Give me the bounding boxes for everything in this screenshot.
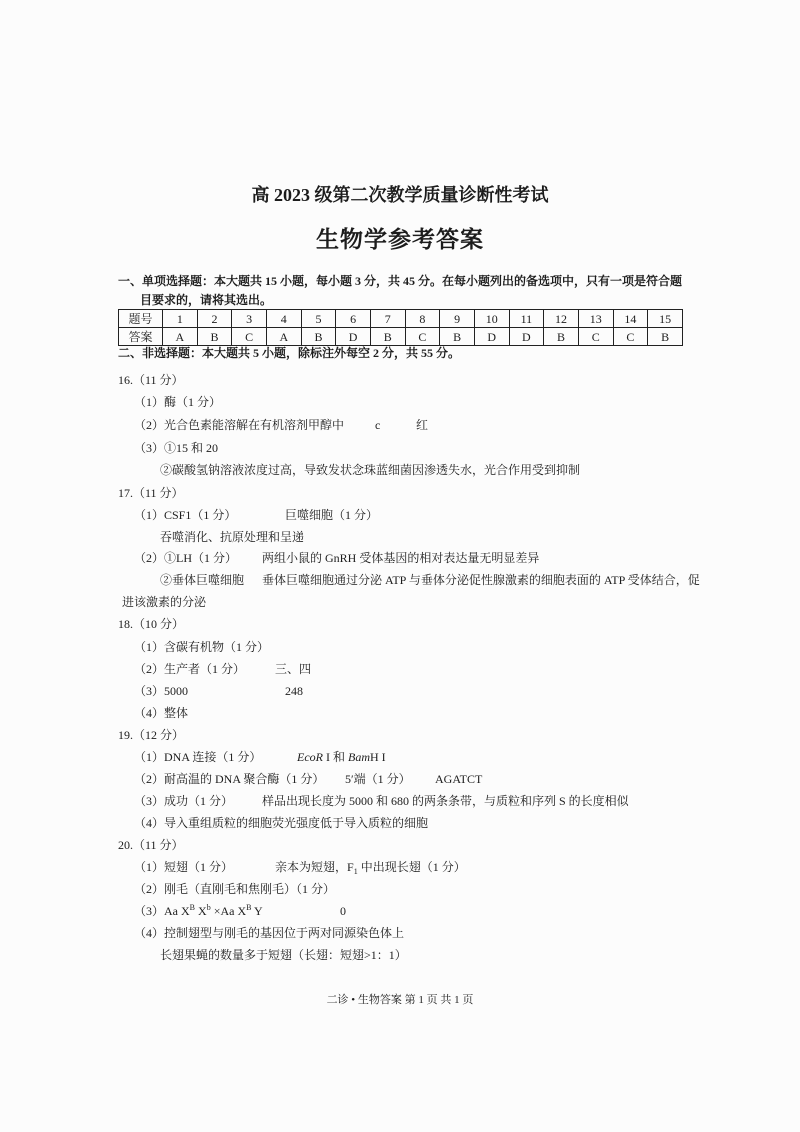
enzyme-name-bam: Bam — [348, 750, 370, 764]
table-cell: C — [613, 328, 648, 346]
q18-part4: （4）整体 — [134, 706, 189, 720]
q20-part1-answer-a: （1）短翅（1 分） — [134, 860, 234, 874]
q18-part3-answer-b: 248 — [285, 684, 303, 698]
genotype-text: （3）Aa X — [134, 904, 190, 918]
q16-part2-answer-c: 红 — [416, 418, 429, 432]
table-cell: A — [266, 328, 301, 346]
section1-heading-line1: 一、单项选择题：本大题共 15 小题，每小题 3 分，共 45 分。在每小题列出的备选项中，只有一项是符合题 — [118, 274, 683, 288]
genotype-text: Y — [251, 904, 263, 918]
q19-part3-answer-b: 样品出现长度为 5000 和 680 的两条条带，与质粒和序列 S 的长度相似 — [262, 794, 629, 808]
q18-header: 18.（10 分） — [118, 617, 185, 631]
q16-header: 16.（11 分） — [118, 373, 184, 387]
q17-part2-answer-d: 垂体巨噬细胞通过分泌 ATP 与垂体分泌促性腺激素的细胞表面的 ATP 受体结合，促 — [262, 573, 700, 587]
q19-part2-answer-a: （2）耐高温的 DNA 聚合酶（1 分） — [134, 772, 325, 786]
allele-superscript: B — [189, 903, 196, 912]
table-cell: 9 — [440, 310, 475, 328]
q18-part2-answer-a: （2）生产者（1 分） — [134, 662, 246, 676]
table-cell: B — [370, 328, 405, 346]
q20-part1-text-end: 中出现长翅（1 分） — [357, 860, 466, 874]
allele-superscript: B — [246, 903, 252, 912]
page-footer: 二诊 • 生物答案 第 1 页 共 1 页 — [326, 994, 474, 1006]
generation-subscript: 1 — [353, 867, 358, 876]
enzyme-connector: I 和 — [323, 750, 348, 764]
q16-part2-answer-b: c — [375, 418, 381, 432]
q19-header: 19.（12 分） — [118, 728, 185, 742]
answer-table — [118, 309, 683, 346]
q16-part2-answer-a: （2）光合色素能溶解在有机溶剂甲醇中 — [134, 418, 345, 432]
table-row-answers — [119, 328, 683, 346]
q16-part3-answer-b: ②碳酸氢钠溶液浓度过高，导致发状念珠蓝细菌因渗透失水，光合作用受到抑制 — [160, 463, 581, 477]
q19-part1-enzymes — [297, 749, 386, 765]
q19-part1-answer-a: （1）DNA 连接（1 分） — [134, 750, 262, 764]
genotype-text: X — [195, 904, 207, 918]
q19-part4: （4）导入重组质粒的细胞荧光强度低于导入质粒的细胞 — [134, 816, 429, 830]
q20-part2: （2）刚毛（直刚毛和焦刚毛）（1 分） — [134, 882, 336, 896]
table-cell: 3 — [232, 310, 267, 328]
q16-part3-answer-a: （3）①15 和 20 — [134, 441, 219, 455]
table-cell: 10 — [474, 310, 509, 328]
q17-part2-answer-b: 两组小鼠的 GnRH 受体基因的相对表达量无明显差异 — [262, 551, 540, 565]
q20-part3-answer-b: 0 — [340, 904, 346, 918]
table-label-number: 题号 — [119, 310, 163, 328]
q17-part1-answer-b: 巨噬细胞（1 分） — [285, 508, 379, 522]
q19-part3-answer-a: （3）成功（1 分） — [134, 794, 234, 808]
table-label-answer: 答案 — [119, 328, 163, 346]
table-cell: D — [336, 328, 371, 346]
q17-part2-answer-c: ②垂体巨噬细胞 — [160, 573, 245, 587]
exam-title: 高 2023 级第二次教学质量诊断性考试 — [251, 185, 549, 205]
table-cell: D — [509, 328, 544, 346]
table-cell: 12 — [544, 310, 579, 328]
table-cell: 2 — [197, 310, 232, 328]
q17-part1-answer-c: 吞噬消化、抗原处理和呈递 — [160, 530, 305, 544]
q17-header: 17.（11 分） — [118, 486, 184, 500]
table-cell: 14 — [613, 310, 648, 328]
q19-part2-answer-b: 5′端（1 分） — [345, 772, 411, 786]
table-cell: C — [578, 328, 613, 346]
q20-part3-genotype — [134, 903, 263, 919]
q20-part1-text: 亲本为短翅，F — [275, 860, 354, 874]
table-cell: 4 — [266, 310, 301, 328]
table-cell: D — [474, 328, 509, 346]
q18-part3-answer-a: （3）5000 — [134, 684, 189, 698]
table-cell: C — [405, 328, 440, 346]
table-cell: B — [648, 328, 683, 346]
table-cell: B — [544, 328, 579, 346]
q20-part4-answer-b: 长翅果蝇的数量多于短翅（长翅：短翅>1：1） — [160, 948, 407, 962]
genotype-text: ×Aa X — [210, 904, 247, 918]
table-cell: 11 — [509, 310, 544, 328]
table-cell: 5 — [301, 310, 336, 328]
table-cell: B — [440, 328, 475, 346]
q18-part2-answer-b: 三、四 — [275, 662, 312, 676]
section2-heading: 二、非选择题：本大题共 5 小题，除标注外每空 2 分，共 55 分。 — [118, 346, 461, 360]
allele-superscript: b — [206, 903, 211, 912]
table-cell: B — [197, 328, 232, 346]
table-cell: C — [232, 328, 267, 346]
section1-heading-line2: 目要求的，请将其选出。 — [140, 293, 273, 307]
table-cell: 13 — [578, 310, 613, 328]
q19-part2-answer-c: AGATCT — [435, 772, 483, 786]
q17-part2-answer-d-continued: 进该激素的分泌 — [122, 595, 207, 609]
table-cell: 15 — [648, 310, 683, 328]
table-row-numbers — [119, 310, 683, 328]
enzyme-name-ecor: EcoR — [297, 750, 323, 764]
q16-part1: （1）酶（1 分） — [134, 395, 222, 409]
table-cell: A — [163, 328, 198, 346]
enzyme-suffix: H I — [370, 750, 386, 764]
table-cell: B — [301, 328, 336, 346]
q17-part1-answer-a: （1）CSF1（1 分） — [134, 508, 237, 522]
q20-part4-answer-a: （4）控制翅型与刚毛的基因位于两对同源染色体上 — [134, 926, 405, 940]
q18-part1: （1）含碳有机物（1 分） — [134, 640, 270, 654]
table-cell: 6 — [336, 310, 371, 328]
q20-part1-answer-b — [275, 859, 466, 875]
table-cell: 1 — [163, 310, 198, 328]
q20-header: 20.（11 分） — [118, 838, 184, 852]
document-subtitle: 生物学参考答案 — [316, 227, 484, 252]
q17-part2-answer-a: （2）①LH（1 分） — [134, 551, 237, 565]
table-cell: 8 — [405, 310, 440, 328]
table-cell: 7 — [370, 310, 405, 328]
